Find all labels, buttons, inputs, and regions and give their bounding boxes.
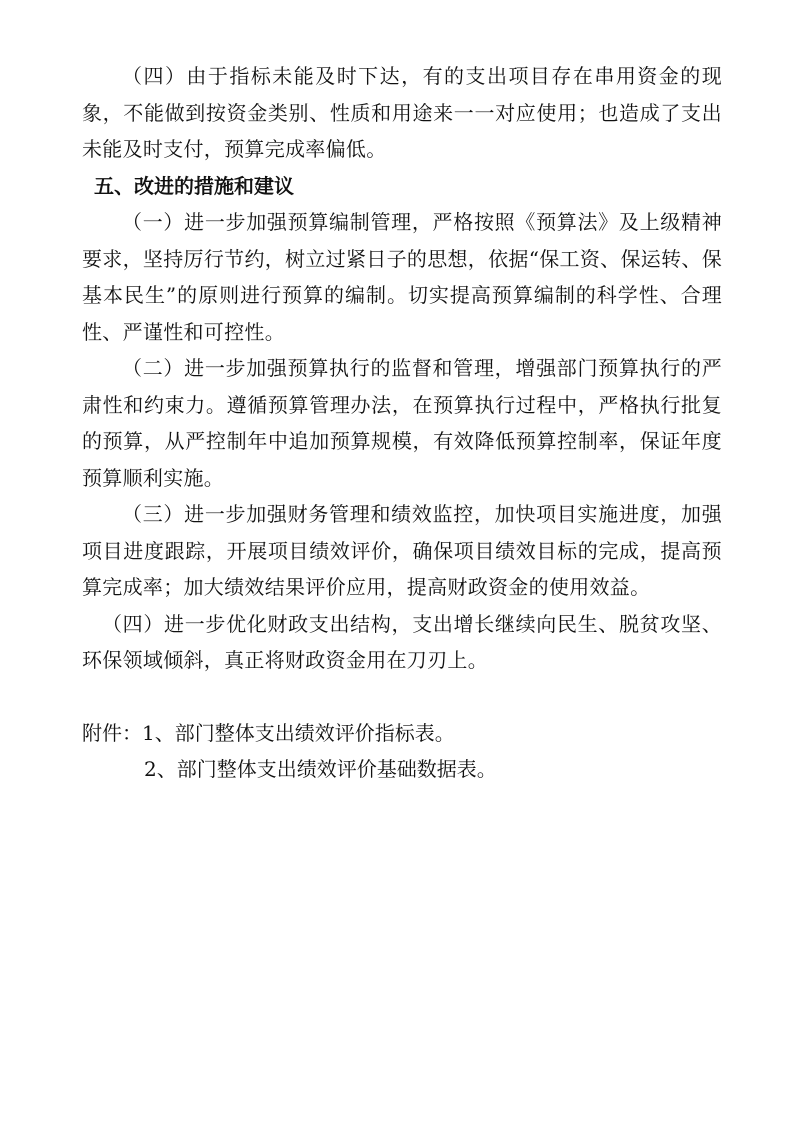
document-page [82,58,722,788]
paragraph-issue-four: （四）由于指标未能及时下达，有的支出项目存在串用资金的现象，不能做到按资金类别、性质和用途来一一对应使用；也造成了支出未能及时支付，预算完成率偏低。 [82,64,722,161]
attachment-line-one: 附件：1、部门整体支出绩效评价指标表。 [82,720,455,745]
section-heading: 五、改进的措施和建议 [94,173,294,198]
paragraph-measure-four: （四）进一步优化财政支出结构，支出增长继续向民生、脱贫攻坚、环保领域倾斜，真正将财政资金用在刀刃上。 [82,611,722,672]
paragraph-measure-one: （一）进一步加强预算编制管理，严格按照《预算法》及上级精神要求，坚持厉行节约，树立过紧日子的思想，依据“保工资、保运转、保基本民生”的原则进行预算的编制。切实提高预算编制的科学性、合理性、严谨性和可控性。 [82,210,722,344]
attachment-line-two: 2、部门整体支出绩效评价基础数据表。 [144,757,497,781]
paragraph-measure-two: （二）进一步加强预算执行的监督和管理，增强部门预算执行的严肃性和约束力。遵循预算管理办法，在预算执行过程中，严格执行批复的预算，从严控制年中追加预算规模，有效降低预算控制率，保证年度预算顺利实施。 [82,356,722,490]
paragraph-measure-three: （三）进一步加强财务管理和绩效监控，加快项目实施进度，加强项目进度跟踪，开展项目绩效评价，确保项目绩效目标的完成，提高预算完成率；加大绩效结果评价应用，提高财政资金的使用效益。 [82,502,722,599]
blank-line [82,679,722,715]
